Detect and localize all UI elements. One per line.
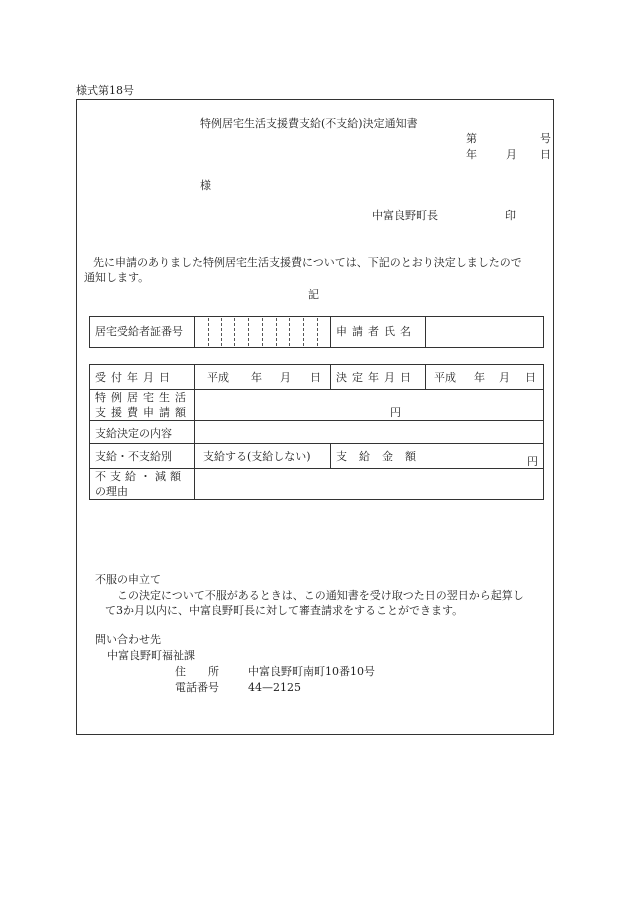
decision-era: 平成 — [434, 371, 456, 384]
seal-mark: 印 — [505, 209, 516, 222]
date-month: 月 — [506, 148, 517, 161]
payment-amount-label: 支給金額 — [336, 450, 428, 463]
payment-amount-unit: 円 — [527, 455, 538, 468]
contact-heading: 問い合わせ先 — [95, 633, 161, 646]
decision-content-label: 支給決定の内容 — [95, 427, 172, 440]
decision-month: 月 — [499, 371, 510, 384]
decision-year: 年 — [474, 371, 485, 384]
addressee-suffix: 様 — [200, 179, 211, 192]
objection-text-line-2: て3か月以内に、中富良野町長に対して審査請求をすることができます。 — [105, 604, 464, 617]
receipt-month: 月 — [280, 371, 291, 384]
contact-address: 中富良野町南町10番10号 — [248, 665, 375, 678]
date-day: 日 — [540, 148, 551, 161]
payment-type-label: 支給・不支給別 — [95, 450, 172, 463]
contact-address-label: 住 所 — [175, 665, 219, 678]
decision-date-label: 決定年月日 — [336, 371, 416, 384]
applicant-name-label: 申請者氏名 — [336, 325, 416, 338]
objection-text-line-1: この決定について不服があるときは、この通知書を受け取つた日の翌日から起算し — [117, 589, 524, 602]
receipt-day: 日 — [310, 371, 321, 384]
claim-label-line-2: 支援費申請額 — [95, 406, 191, 419]
claim-unit: 円 — [390, 406, 401, 419]
ki-mark: 記 — [308, 288, 319, 301]
reason-label-line-2: の理由 — [95, 485, 128, 498]
reason-label-line-1: 不支給・減額 — [95, 470, 185, 483]
receipt-date-label: 受付年月日 — [95, 371, 175, 384]
claim-label-line-1: 特例居宅生活 — [95, 391, 191, 404]
issuer-name: 中富良野町長 — [372, 209, 438, 222]
date-year: 年 — [466, 148, 477, 161]
contact-department: 中富良野町福祉課 — [107, 649, 195, 662]
document-title: 特例居宅生活支援費支給(不支給)決定通知書 — [200, 117, 418, 130]
contact-phone: 44—2125 — [248, 681, 301, 694]
doc-number-suffix: 号 — [540, 132, 551, 145]
objection-heading: 不服の申立て — [95, 573, 161, 586]
form-number: 様式第18号 — [76, 84, 134, 97]
contact-phone-label: 電話番号 — [175, 681, 219, 694]
decision-day: 日 — [525, 371, 536, 384]
doc-number-prefix: 第 — [466, 132, 477, 145]
cert-number-label: 居宅受給者証番号 — [95, 325, 183, 338]
body-text-line-1: 先に申請のありました特例居宅生活支援費については、下記のとおり決定しましたので — [93, 256, 522, 269]
receipt-year: 年 — [251, 371, 262, 384]
body-text-line-2: 通知します。 — [84, 271, 150, 284]
payment-type-value: 支給する(支給しない) — [203, 450, 311, 463]
receipt-era: 平成 — [207, 371, 229, 384]
